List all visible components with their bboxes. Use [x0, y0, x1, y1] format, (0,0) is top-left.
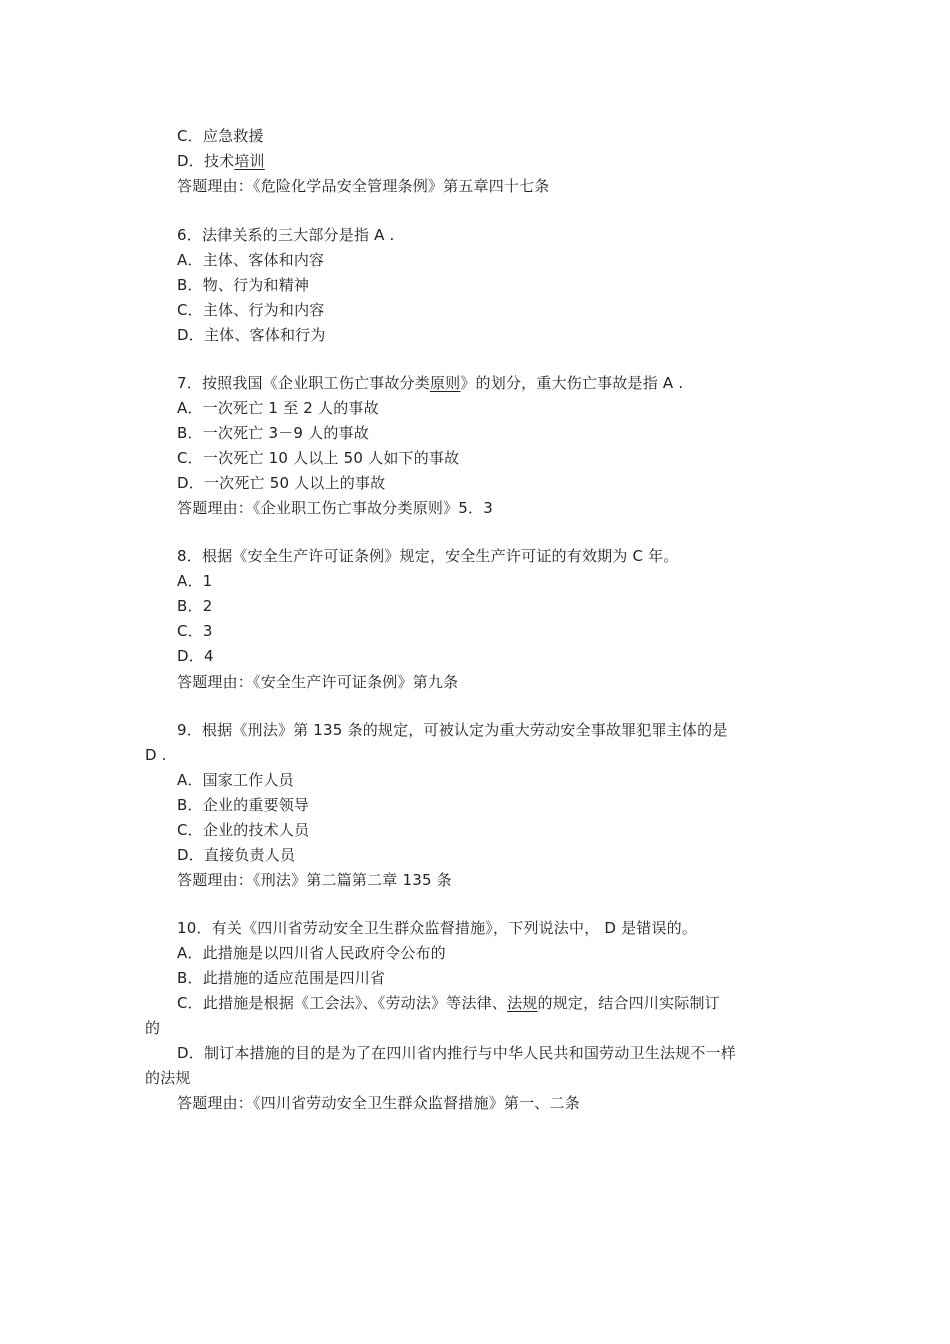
option-d: D．一次死亡 50 人以上的事故: [177, 474, 386, 492]
training-link[interactable]: 培训: [234, 152, 265, 170]
option-b: B．此措施的适应范围是四川省: [177, 969, 386, 987]
option-a: A．主体、客体和内容: [177, 251, 325, 269]
option-d: D．直接负责人员: [177, 846, 296, 864]
option-c: C．企业的技术人员: [177, 821, 310, 839]
option-b: B．2: [177, 597, 213, 615]
option-c-text-end: 的规定，结合四川实际制订: [537, 994, 720, 1012]
question-text: [177, 373, 683, 393]
option-d-text: D．技术: [177, 152, 235, 170]
question-text-start: 7．按照我国《企业职工伤亡事故分类: [177, 374, 430, 392]
option-c: C．主体、行为和内容: [177, 301, 325, 319]
option-b: B．物、行为和精神: [177, 276, 310, 294]
option-c: C．一次死亡 10 人以上 50 人如下的事故: [177, 449, 460, 467]
option-a: A．一次死亡 1 至 2 人的事故: [177, 399, 379, 417]
option-b: B．企业的重要领导: [177, 796, 310, 814]
option-c: C．应急救援: [177, 127, 264, 145]
option-d: D．4: [177, 647, 214, 665]
question-text: 9．根据《刑法》第 135 条的规定，可被认定为重大劳动安全事故罪犯罪主体的是: [177, 721, 728, 739]
question-text: 6．法律关系的三大部分是指 A .: [177, 226, 395, 244]
answer-reason: 答题理由：《四川省劳动安全卫生群众监督措施》第一、二条: [177, 1094, 580, 1112]
option-d: [177, 151, 265, 171]
principle-link[interactable]: 原则: [429, 374, 461, 392]
option-c: [177, 993, 720, 1013]
question-text-end: 》的划分，重大伤亡事故是指 A .: [460, 374, 684, 392]
answer-reason: 答题理由：《刑法》第二篇第二章 135 条: [177, 871, 452, 889]
answer-reason: 答题理由：《安全生产许可证条例》第九条: [177, 673, 459, 691]
option-c-text-start: C．此措施是根据《工会法》、《劳动法》等法律、: [177, 994, 508, 1012]
option-a: A．此措施是以四川省人民政府令公布的: [177, 944, 446, 962]
option-a: A．1: [177, 572, 213, 590]
option-d: D．制订本措施的目的是为了在四川省内推行与中华人民共和国劳动卫生法规不一样: [177, 1044, 736, 1062]
answer-reason: 答题理由：《危险化学品安全管理条例》第五章四十七条: [177, 177, 550, 195]
option-c-continued: 的: [145, 1019, 161, 1037]
option-c: C．3: [177, 622, 213, 640]
option-d-continued: 的法规: [145, 1069, 191, 1087]
option-d: D．主体、客体和行为: [177, 326, 326, 344]
question-text: 8．根据《安全生产许可证条例》规定，安全生产许可证的有效期为 C 年。: [177, 547, 679, 565]
question-text-continued: D .: [145, 746, 167, 764]
regulations-link[interactable]: 法规: [507, 994, 538, 1012]
option-b: B．一次死亡 3－9 人的事故: [177, 424, 369, 442]
answer-reason: 答题理由：《企业职工伤亡事故分类原则》5．3: [177, 499, 493, 517]
question-text: 10．有关《四川省劳动安全卫生群众监督措施》，下列说法中， D 是错误的。: [177, 919, 698, 937]
option-a: A．国家工作人员: [177, 771, 294, 789]
